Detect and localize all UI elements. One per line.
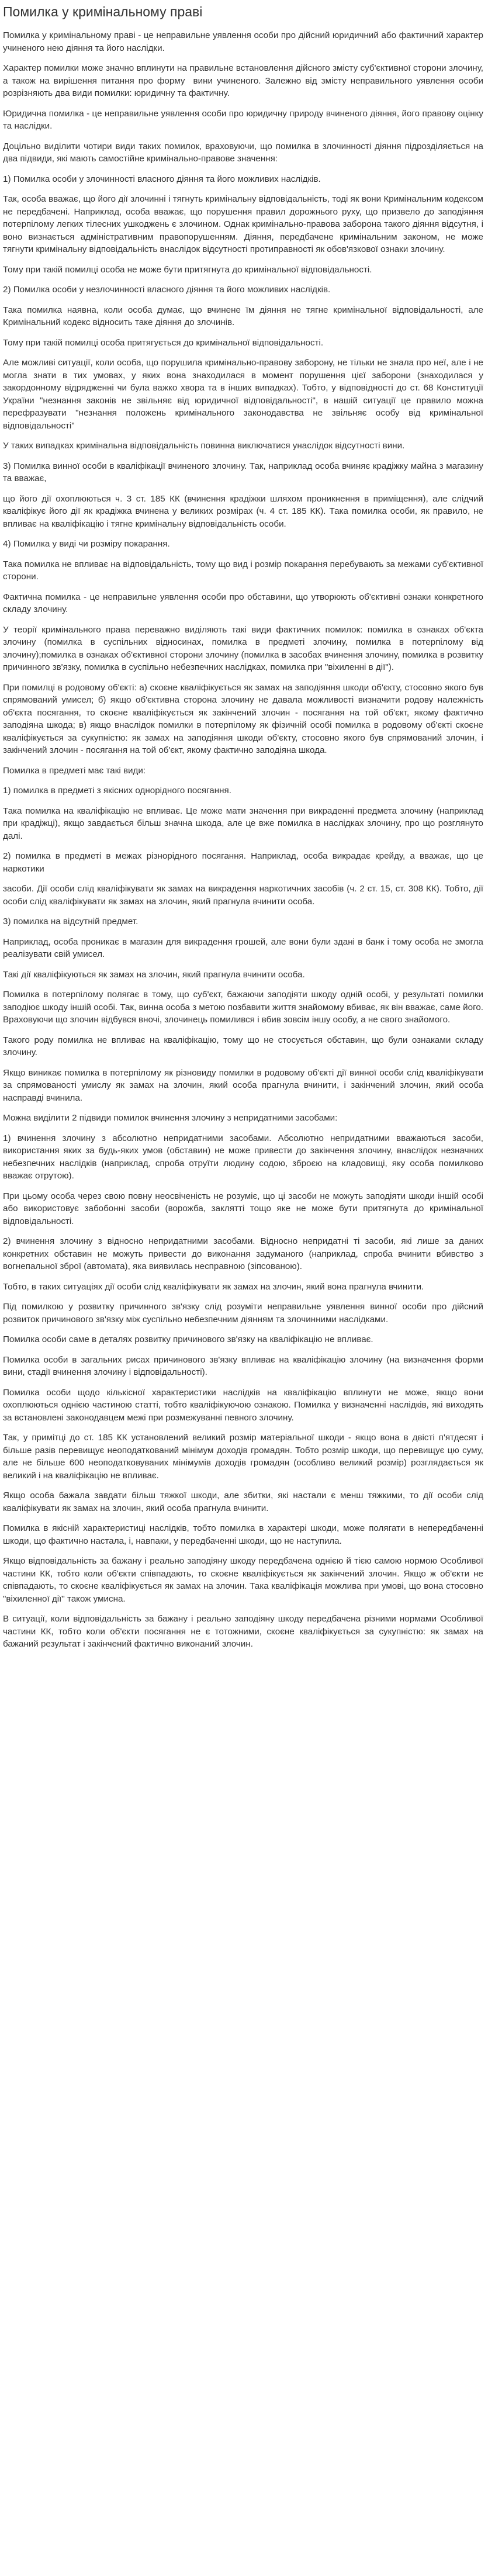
paragraph: що його дії охоплюються ч. 3 ст. 185 КК (вчинення крадіжки шляхом проникнення в приміщення), але слідчий кваліфікує його дії як крадіжка вчинена у великих розмірах (ч. 4 ст. 185 КК). Така помилка особи, як правило, не впливає на кваліфікацію і тягне кримінальну відповідальність особи. xyxy=(3,493,483,529)
paragraph: Помилка у кримінальному праві - це неправильне уявлення особи про дійсний юридичний або фактичний характер учиненого нею діяння та його наслідки. xyxy=(3,30,483,53)
paragraph: 1) Помилка особи у злочинності власного діяння та його можливих наслідків. xyxy=(3,174,321,184)
paragraph: Але можливі ситуації, коли особа, що порушила кримінально-правову заборону, не тільки не знала про неї, але і не могла знати в тих умовах, у яких вона знаходилася в момент порушення цієї заборони (знаходилася у закордонному відрядженні чи була важко хвора та в інших випадках). Тобто, у відповідності до ст. 68 Конституції України "незнання законів не звільняє від юридичної відповідальності", в нашій ситуації це правило можна перефразувати "незнання положень кримінального законодавства не звільняє особу від кримінальної відповідальності" xyxy=(3,358,483,431)
paragraph: засоби. Дії особи слід кваліфікувати як замах на викрадення наркотичних засобів (ч. 2 ст. 15, ст. 308 КК). Тобто, дії особи слід кваліфікувати як замах на злочин, який прагнула вчинити особа. xyxy=(3,884,483,907)
paragraph: Так, у примітці до ст. 185 КК установлений великий розмір матеріальної шкоди - якщо вона в двісті п'ятдесят і більше разів перевищує неоподаткований мінімум доходів громадян. Тобто розмір шкоди, що перевищує цю суму, але не більше 600 неоподатковуваних мінімумів доходів громадян (особливо великий розмір) розглядається як великий і на кваліфікацію не впливає. xyxy=(3,1433,483,1481)
paragraph: Помилка в предметі має такі види: xyxy=(3,765,146,776)
paragraph: Якщо особа бажала завдати більш тяжкої шкоди, але збитки, які настали є менш тяжкими, то дії особи слід кваліфікувати як замах на злочин, який особа прагнула вчинити. xyxy=(3,1491,483,1513)
paragraph: Можна виділити 2 підвиди помилок вчинення злочину з непридатними засобами: xyxy=(3,1113,338,1123)
paragraph: 1) помилка в предметі з якісних однорідного посягання. xyxy=(3,786,231,796)
paragraph: Тобто, в таких ситуаціях дії особи слід кваліфікувати як замах на злочин, який вона прагнула вчинити. xyxy=(3,1281,424,1292)
article xyxy=(0,4,495,1651)
paragraph: Така помилка наявна, коли особа думає, що вчинене їм діяння не тягне кримінальної відповідальності, але Кримінальний кодекс відносить таке діяння до злочинів. xyxy=(3,305,483,327)
paragraph: 2) вчинення злочину з відносно непридатними засобами. Відносно непридатні ті засоби, які лише за даних конкретних обставин не можуть привести до виконання задуманого (наприклад, спроба вчинити вбивство з вогнепальної зброї (автомата), яка виявилась несправною (зіпсованою). xyxy=(3,1236,483,1271)
paragraph: Юридична помилка - це неправильне уявлення особи про юридичну природу вчиненого діяння, його правову оцінку та наслідки. xyxy=(3,108,483,131)
paragraph: 3) Помилка винної особи в кваліфікації вчиненого злочину. Так, наприклад особа вчиняє крадіжку майна з магазину та вважає, xyxy=(3,461,483,483)
paragraph: 3) помилка на відсутній предмет. xyxy=(3,917,139,926)
article-body xyxy=(3,29,483,1651)
paragraph: 4) Помилка у виді чи розміру покарання. xyxy=(3,539,170,549)
paragraph: Якщо відповідальність за бажану і реально заподіяну шкоду передбачена однією й тією самою нормою Особливої частини КК, тобто коли об'єкти співпадають, то скоєне кваліфікується як закінчений злочин. Якщо ж об'єкти не співпадають, то скоєне кваліфікується як замах на злочин. Така кваліфікація можлива при умові, що вона стосовно "віхиленної дії" також умисна. xyxy=(3,1556,483,1604)
paragraph: У теорії кримінального права переважно виділяють такі види фактичних помилок: помилка в ознаках об'єкта злочину (помилка в суспільних відносинах, помилка в предметі злочину, помилка в потерпілому від злочину);помилка в ознаках об'єктивної сторони злочину (помилка в засобах вчинення злочину, помилка в розвитку причинного зв'язку, помилка в суспільно небезпечних наслідках, помилка при "віхиленні в дії"). xyxy=(3,624,483,672)
paragraph: Помилка в потерпілому полягає в тому, що суб'єкт, бажаючи заподіяти шкоду одній особі, у результаті помилки заподіює шкоду іншій особі. Так, винна особа з метою позбавити життя знайомому вбиває, як він вважає, саме його. Враховуючи що злочин відбувся вночі, злочинець помилився і вбив зовсім іншу особу, а не свого знайомого. xyxy=(3,990,483,1025)
paragraph: Така помилка не впливає на відповідальність, тому що вид і розмір покарання перебувають за межами суб'єктивної сторони. xyxy=(3,559,483,582)
paragraph: Помилка в якісній характеристиці наслідків, тобто помилка в характері шкоди, може полягати в непередбаченні шкоди, що фактично настала, і, навпаки, у передбаченні шкоди, що не наступила. xyxy=(3,1523,483,1546)
paragraph: Такого роду помилка не впливає на кваліфікацію, тому що не стосується обставин, що були ознаками складу злочину. xyxy=(3,1035,483,1057)
paragraph: У таких випадках кримінальна відповідальність повинна виключатися унаслідок відсутності вини. xyxy=(3,441,405,451)
paragraph: Тому при такій помилці особа притягується до кримінальної відповідальності. xyxy=(3,337,324,348)
paragraph: Характер помилки може значно вплинути на правильне встановлення дійсного змісту суб'єктивної сторони злочину, а також на вирішення питання про форму вини учиненого. Залежно від змісту неправильного уявлення особи розрізняють два види помилки: юридичну та фактичну. xyxy=(3,63,483,98)
paragraph: Така помилка на кваліфікацію не впливає. Це може мати значення при викраденні предмета злочину (наприклад при крадіжці), якщо завдається більш значна шкода, але це вже помилка в наслідках злочину, про що розглянуто далі. xyxy=(3,805,483,841)
paragraph: В ситуації, коли відповідальність за бажану і реально заподіяну шкоду передбачена різними нормами Особливої частини КК, тобто коли об'єкти посягання не є тотожними, скоєне кваліфікується за сукупністю: як замах на бажаний результат і закінчений фактично виконаний злочин. xyxy=(3,1614,483,1649)
paragraph: При помилці в родовому об'єкті: а) скоєне кваліфікується як замах на заподіяння шкоди об'єкту, стосовно якого був спрямований умисел; б) якщо об'єктивна сторона злочину не давала можливості визначити родову належність об'єкта посягання, то скоєне кваліфікується як закінчений злочин - посягання на той об'єкт, якому фактично заподіяна шкода; в) якщо внаслідок помилки в потерпілому як фізичній особі помилка в родовому об'єкті скоєне кваліфікується за сукупністю: як замах на заподіяння шкоди об'єкту, стосовно якого був спрямований злочин, і закінчений злочин - посягання на той об'єкт, якому фактично заподіяна шкода. xyxy=(3,682,483,755)
paragraph: 2) помилка в предметі в межах різнорідного посягання. Наприклад, особа викрадає крейду, а вважає, що це наркотики xyxy=(3,851,483,874)
paragraph: Помилка особи в загальних рисах причинового зв'язку впливає на кваліфікацію злочину (на визначення форми вини, стадії вчинення злочину і відповідальності). xyxy=(3,1354,483,1377)
paragraph: Фактична помилка - це неправильне уявлення особи про обставини, що утворюють об'єктивні ознаки конкретного складу злочину. xyxy=(3,592,483,614)
paragraph: Помилка особи щодо кількісної характеристики наслідків на кваліфікацію вплинути не може, якщо вони охоплюються однією частиною статті, тобто кваліфікуючою ознакою. Помилка у визначенні наслідків, які виходять за встановлені законодавцем межі при розмежуванні певного злочину. xyxy=(3,1387,483,1423)
paragraph: Помилка особи саме в деталях розвитку причинового зв'язку на кваліфікацію не впливає. xyxy=(3,1334,373,1344)
paragraph: При цьому особа через свою повну неосвіченість не розуміє, що ці засоби не можуть заподіяти шкоди іншій особі або використовує забобонні засоби (ворожба, заклятті тощо яке не може бути притягнута до кримінальної відповідальності. xyxy=(3,1191,483,1226)
paragraph: Якщо виникає помилка в потерпілому як різновиду помилки в родовому об'єкті дії винної особи слід кваліфікувати за спрямованості умислу як замах на злочин, який особа прагнула вчинити, і закінчений злочин, який особа насправді вчинила. xyxy=(3,1067,483,1103)
page-title: Помилка у кримінальному праві xyxy=(3,4,203,19)
paragraph: Доцільно виділити чотири види таких помилок, враховуючи, що помилка в злочинності діяння підрозділяється на два підвиди, які мають самостійне кримінально-правове значення: xyxy=(3,141,483,164)
paragraph: 1) вчинення злочину з абсолютно непридатними засобами. Абсолютно непридатними вважаються засоби, використання яких за будь-яких умов (обставин) не може привести до закінчення злочину, внаслідок незначних небезпечних наслідків (наприклад, спроба отруїти людину содою, зброєю на кладовищі, яку особа помилково вважає отрутою). xyxy=(3,1133,483,1181)
paragraph: Під помилкою у розвитку причинного зв'язку слід розуміти неправильне уявлення винної особи про дійсний розвиток причинового зв'язку між суспільно небезпечним діянням та злочинними наслідками. xyxy=(3,1302,483,1325)
paragraph: 2) Помилка особи у незлочинності власного діяння та його можливих наслідків. xyxy=(3,285,331,295)
paragraph: Такі дії кваліфікуються як замах на злочин, який прагнула вчинити особа. xyxy=(3,969,305,980)
paragraph: Тому при такій помилці особа не може бути притягнута до кримінальної відповідальності. xyxy=(3,264,372,275)
paragraph: Наприклад, особа проникає в магазин для викрадення грошей, але вони були здані в банк і тому особа не змогла реалізувати свій умисел. xyxy=(3,936,483,959)
paragraph: Так, особа вважає, що його дії злочинні і тягнуть кримінальну відповідальність, тоді як вони Кримінальним кодексом не передбачені. Наприклад, особа вважає, що порушення правил дорожнього руху, що призвело до заподіяння потерпілому легких тілесних ушкоджень є злочином. Однак кримінально-правова заборона такого діяння відсутня, і воно визнається адміністративним правопорушенням. Діяння, передбачене кримінальним законом, не може тягнути кримінальну відповідальність внаслідок відсутності протиправності як обов'язкової ознаки злочину. xyxy=(3,194,483,254)
